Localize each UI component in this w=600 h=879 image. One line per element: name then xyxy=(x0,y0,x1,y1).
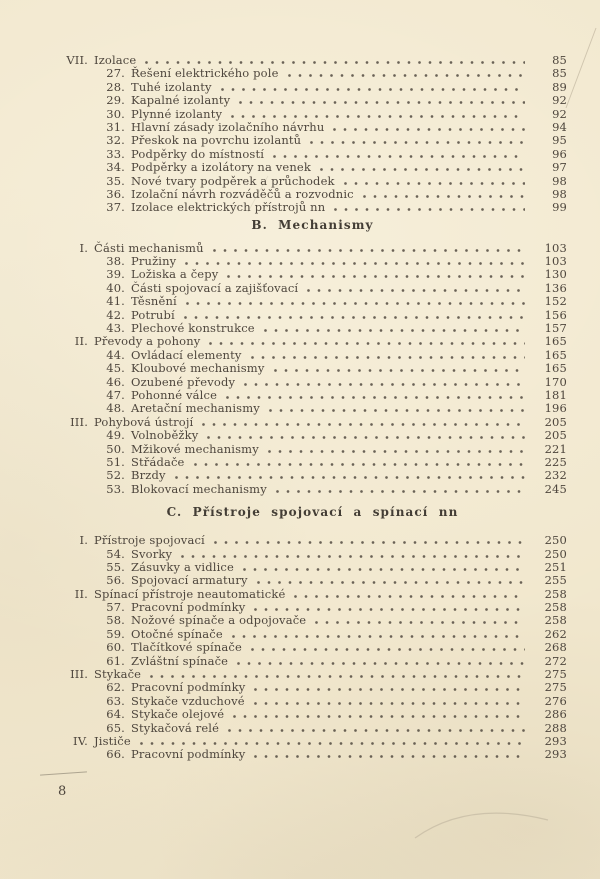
toc-entry-title: Přístroje spojovací xyxy=(94,533,205,548)
dot-leader xyxy=(334,208,525,211)
toc-entry-page: 258 xyxy=(544,600,567,615)
dot-leader xyxy=(307,289,525,292)
dot-leader xyxy=(194,463,525,466)
dot-leader xyxy=(269,409,525,412)
toc-entry-title: Podpěrky do místností xyxy=(131,146,265,161)
toc-entry-page: 85 xyxy=(552,66,567,81)
toc-entry xyxy=(58,160,567,173)
toc-entry-page: 170 xyxy=(544,374,567,389)
toc-entry xyxy=(58,133,567,146)
toc-entry-page: 157 xyxy=(544,321,567,336)
toc-entry-number: 62. xyxy=(106,680,125,695)
toc-entry xyxy=(58,281,567,294)
toc-entry-page: 181 xyxy=(544,387,567,402)
toc-entry-page: 103 xyxy=(544,254,567,269)
toc-entry-number: 31. xyxy=(106,119,125,134)
toc-entry-number: 36. xyxy=(106,186,125,201)
dot-leader xyxy=(264,329,525,332)
toc-entry-title: Jističe xyxy=(94,733,131,748)
toc-entry xyxy=(58,468,567,481)
toc-entry-title: Pracovní podmínky xyxy=(131,680,246,695)
toc-entry xyxy=(58,66,567,79)
dot-leader xyxy=(232,635,525,638)
toc-entry-number: 52. xyxy=(106,468,125,483)
toc-entry-page: 92 xyxy=(552,106,567,121)
toc-entry-title: Střádače xyxy=(131,454,185,469)
toc-entry xyxy=(58,334,567,347)
toc-entry-title: Pohybová ústrojí xyxy=(94,414,194,429)
toc-entry-title: Řešení elektrického pole xyxy=(131,66,279,81)
dot-leader xyxy=(150,675,525,678)
toc-entry-title: Pracovní podmínky xyxy=(131,600,246,615)
toc-entry-page: 286 xyxy=(544,707,567,722)
toc-entry-title: Stykače olejové xyxy=(131,707,225,722)
dot-leader xyxy=(145,61,525,64)
dot-leader xyxy=(254,608,525,611)
toc-entry-page: 251 xyxy=(544,559,567,574)
dot-leader xyxy=(207,436,525,439)
toc-entry-title: Kapalné izolanty xyxy=(131,93,231,108)
toc-entry-page: 250 xyxy=(544,546,567,561)
toc-entry xyxy=(58,533,567,546)
toc-entry-number: 32. xyxy=(106,133,125,148)
toc-entry-page: 85 xyxy=(552,53,567,67)
toc-entry-page: 95 xyxy=(552,133,567,148)
toc-entry-title: Blokovací mechanismy xyxy=(131,481,267,496)
dot-leader xyxy=(239,101,525,104)
toc-entry-title: Spojovací armatury xyxy=(131,573,248,588)
toc-entry xyxy=(58,547,567,560)
toc-entry-number: 50. xyxy=(106,441,125,456)
toc-entry-number: 44. xyxy=(106,347,125,362)
toc-entry-title: Části mechanismů xyxy=(94,240,204,255)
dot-leader xyxy=(254,755,525,758)
toc-entry-page: 221 xyxy=(544,441,567,456)
toc-entry-title: Ovládací elementy xyxy=(131,347,242,362)
toc-entry-page: 103 xyxy=(544,240,567,255)
toc-entry-page: 152 xyxy=(544,294,567,309)
toc-entry xyxy=(58,321,567,334)
toc-entry-number: 54. xyxy=(106,546,125,561)
toc-entry-page: 293 xyxy=(544,733,567,748)
toc-entry-title: Nové tvary podpěrek a průchodek xyxy=(131,173,335,188)
dot-leader xyxy=(244,383,525,386)
toc-entry-page: 272 xyxy=(544,653,567,668)
toc-entry-page: 165 xyxy=(544,347,567,362)
toc-entry-page: 156 xyxy=(544,307,567,322)
toc-entry xyxy=(58,694,567,707)
dot-leader xyxy=(333,128,525,131)
toc-entry-page: 255 xyxy=(544,573,567,588)
toc-entry-number: 56. xyxy=(106,573,125,588)
toc-entry-title: Podpěrky a izolátory na venek xyxy=(131,160,311,175)
toc-entry xyxy=(58,667,567,680)
dot-leader xyxy=(320,168,525,171)
toc-entry xyxy=(58,747,567,760)
toc-entry xyxy=(58,53,567,66)
toc-entry-number: 57. xyxy=(106,600,125,615)
toc-entry-title: Izolace elektrických přístrojů nn xyxy=(131,200,326,215)
dot-leader xyxy=(363,195,525,198)
toc-entry xyxy=(58,455,567,468)
toc-entry-title: Mžikové mechanismy xyxy=(131,441,259,456)
dot-leader xyxy=(140,742,525,745)
toc-entry-page: 258 xyxy=(544,586,567,601)
toc-entry-number: I. xyxy=(79,533,88,548)
toc-entry-number: 30. xyxy=(106,106,125,121)
toc-entry-number: II. xyxy=(74,586,88,601)
toc-entry-title: Zásuvky a vidlice xyxy=(131,559,234,574)
toc-entry-page: 92 xyxy=(552,93,567,108)
toc-entry-page: 262 xyxy=(544,626,567,641)
toc-entry xyxy=(58,707,567,720)
toc-entry-number: 35. xyxy=(106,173,125,188)
dot-leader xyxy=(274,369,526,372)
dot-leader xyxy=(226,396,525,399)
toc-entry-number: 42. xyxy=(106,307,125,322)
toc-entry-page: 94 xyxy=(552,119,567,134)
toc-entry-page: 225 xyxy=(544,454,567,469)
toc-entry-number: 33. xyxy=(106,146,125,161)
dot-leader xyxy=(227,275,525,278)
toc-entry-page: 258 xyxy=(544,613,567,628)
toc-entry-number: IV. xyxy=(73,733,88,748)
toc-entry-page: 275 xyxy=(544,680,567,695)
toc-entry-title: Pohonné válce xyxy=(131,387,218,402)
toc-entry xyxy=(58,442,567,455)
toc-entry-title: Tlačítkové spínače xyxy=(131,640,242,655)
toc-entry xyxy=(58,388,567,401)
dot-leader xyxy=(344,182,525,185)
toc-entry-page: 136 xyxy=(544,280,567,295)
toc-entry-number: 29. xyxy=(106,93,125,108)
toc-entry-title: Plynné izolanty xyxy=(131,106,223,121)
section-heading: C. Přístroje spojovací a spínací nn xyxy=(166,505,459,520)
toc-entry-title: Plechové konstrukce xyxy=(131,321,255,336)
toc-entry xyxy=(58,93,567,106)
toc-entry-title: Volnoběžky xyxy=(131,428,199,443)
toc-entry xyxy=(58,680,567,693)
toc-entry-number: 27. xyxy=(106,66,125,81)
toc-entry-number: 41. xyxy=(106,294,125,309)
toc-entry-title: Otočné spínače xyxy=(131,626,223,641)
toc-entry-number: 48. xyxy=(106,401,125,416)
dot-leader xyxy=(214,541,525,544)
toc-entry-title: Stykačová relé xyxy=(131,720,220,735)
toc-entry-title: Zvláštní spínače xyxy=(131,653,229,668)
toc-entry-title: Části spojovací a zajišťovací xyxy=(131,280,299,295)
dot-leader xyxy=(233,715,525,718)
dot-leader xyxy=(243,568,525,571)
toc-entry-number: 61. xyxy=(106,653,125,668)
toc-entry-number: 60. xyxy=(106,640,125,655)
dot-leader xyxy=(273,155,525,158)
toc-entry-title: Stykače xyxy=(94,667,142,682)
toc-entry-title: Tuhé izolanty xyxy=(131,79,212,94)
dot-leader xyxy=(175,476,525,479)
dot-leader xyxy=(251,356,525,359)
dot-leader xyxy=(186,302,525,305)
toc-entry xyxy=(58,107,567,120)
toc-entry xyxy=(58,721,567,734)
toc-entry-page: 288 xyxy=(544,720,567,735)
toc-entry xyxy=(58,573,567,586)
dot-leader xyxy=(231,115,525,118)
toc-entry-title: Brzdy xyxy=(131,468,166,483)
dot-leader xyxy=(268,450,525,453)
toc-entry xyxy=(58,147,567,160)
pencil-curve-mark xyxy=(415,813,548,838)
toc-entry xyxy=(58,401,567,414)
dot-leader xyxy=(254,688,525,691)
section-heading: B. Mechanismy xyxy=(251,217,374,232)
toc-entry-title: Izolační návrh rozváděčů a rozvodnic xyxy=(131,186,354,201)
toc-entry-page: 250 xyxy=(544,533,567,548)
toc-entry-number: 37. xyxy=(106,200,125,215)
toc-entry-number: 58. xyxy=(106,613,125,628)
toc-entry-page: 245 xyxy=(544,481,567,496)
toc-entry-page: 98 xyxy=(552,173,567,188)
dot-leader xyxy=(257,581,525,584)
toc-entry-page: 293 xyxy=(544,747,567,762)
toc-entry-title: Pracovní podmínky xyxy=(131,747,246,762)
toc-entry xyxy=(58,120,567,133)
toc-entry-title: Spínací přístroje neautomatické xyxy=(94,586,286,601)
toc-entry-number: 46. xyxy=(106,374,125,389)
toc-entry-number: 40. xyxy=(106,280,125,295)
toc-entry xyxy=(58,348,567,361)
toc-entry-number: III. xyxy=(70,667,88,682)
toc-entry-number: 63. xyxy=(106,693,125,708)
toc-entry-number: 66. xyxy=(106,747,125,762)
toc-entry-number: 59. xyxy=(106,626,125,641)
toc-entry-number: 28. xyxy=(106,79,125,94)
toc-entry xyxy=(58,308,567,321)
toc-entry-title: Pružiny xyxy=(131,254,177,269)
toc-entry-number: 45. xyxy=(106,361,125,376)
dot-leader xyxy=(228,729,525,732)
toc-entry xyxy=(58,294,567,307)
toc-entry-page: 205 xyxy=(544,414,567,429)
toc-entry-number: VII. xyxy=(66,53,88,67)
toc-entry xyxy=(58,254,567,267)
page-number: 8 xyxy=(58,784,67,799)
toc-entry-page: 99 xyxy=(552,200,567,215)
toc-entry-title: Ložiska a čepy xyxy=(131,267,219,282)
toc-entry-number: II. xyxy=(74,334,88,349)
toc-entry-title: Kloubové mechanismy xyxy=(131,361,265,376)
toc-entry xyxy=(58,482,567,495)
toc-entry-number: 64. xyxy=(106,707,125,722)
toc-entry-title: Aretační mechanismy xyxy=(131,401,260,416)
toc-entry-number: 47. xyxy=(106,387,125,402)
toc-entry-page: 196 xyxy=(544,401,567,416)
toc-entry-page: 96 xyxy=(552,146,567,161)
toc-entry-title: Potrubí xyxy=(131,307,175,322)
table-of-contents xyxy=(58,53,567,761)
toc-entry-page: 165 xyxy=(544,361,567,376)
toc-entry xyxy=(58,600,567,613)
toc-entry-page: 268 xyxy=(544,640,567,655)
toc-entry xyxy=(58,375,567,388)
toc-entry-title: Izolace xyxy=(94,53,137,67)
toc-entry-title: Hlavní zásady izolačního návrhu xyxy=(131,119,325,134)
toc-entry-page: 165 xyxy=(544,334,567,349)
toc-entry-title: Přeskok na povrchu izolantů xyxy=(131,133,302,148)
dot-leader xyxy=(185,262,525,265)
dot-leader xyxy=(276,490,525,493)
toc-entry-number: 38. xyxy=(106,254,125,269)
toc-entry xyxy=(58,267,567,280)
scratch-line xyxy=(566,28,596,108)
margin-dash-mark xyxy=(40,771,87,775)
toc-entry-page: 232 xyxy=(544,468,567,483)
toc-entry-number: 49. xyxy=(106,428,125,443)
toc-entry xyxy=(58,415,567,428)
dot-leader xyxy=(251,648,525,651)
toc-entry xyxy=(58,428,567,441)
dot-leader xyxy=(184,316,525,319)
toc-entry xyxy=(58,80,567,93)
dot-leader xyxy=(310,141,525,144)
toc-entry xyxy=(58,361,567,374)
dot-leader xyxy=(254,702,525,705)
toc-entry xyxy=(58,587,567,600)
toc-entry-title: Převody a pohony xyxy=(94,334,201,349)
toc-entry xyxy=(58,560,567,573)
dot-leader xyxy=(181,555,525,558)
dot-leader xyxy=(221,88,525,91)
dot-leader xyxy=(213,249,525,252)
toc-entry-number: III. xyxy=(70,414,88,429)
toc-entry-page: 276 xyxy=(544,693,567,708)
toc-entry-page: 89 xyxy=(552,79,567,94)
toc-entry-page: 275 xyxy=(544,667,567,682)
dot-leader xyxy=(202,423,525,426)
toc-entry-page: 130 xyxy=(544,267,567,282)
toc-entry xyxy=(58,640,567,653)
toc-entry xyxy=(58,627,567,640)
dot-leader xyxy=(288,74,525,77)
toc-entry-number: 55. xyxy=(106,559,125,574)
toc-entry-title: Těsnění xyxy=(131,294,177,309)
toc-entry xyxy=(58,174,567,187)
toc-entry xyxy=(58,187,567,200)
toc-entry-number: I. xyxy=(79,240,88,255)
dot-leader xyxy=(209,342,525,345)
toc-entry-number: 53. xyxy=(106,481,125,496)
toc-entry-title: Nožové spínače a odpojovače xyxy=(131,613,307,628)
dot-leader xyxy=(294,595,525,598)
toc-entry-page: 97 xyxy=(552,160,567,175)
dot-leader xyxy=(315,621,525,624)
toc-entry-page: 205 xyxy=(544,428,567,443)
toc-entry xyxy=(58,200,567,213)
toc-entry-number: 51. xyxy=(106,454,125,469)
toc-entry-title: Stykače vzduchové xyxy=(131,693,245,708)
toc-entry xyxy=(58,613,567,626)
toc-entry-number: 39. xyxy=(106,267,125,282)
dot-leader xyxy=(237,662,525,665)
toc-entry-title: Svorky xyxy=(131,546,173,561)
toc-entry-number: 65. xyxy=(106,720,125,735)
toc-entry xyxy=(58,241,567,254)
toc-entry xyxy=(58,734,567,747)
toc-entry-number: 34. xyxy=(106,160,125,175)
toc-entry-title: Ozubené převody xyxy=(131,374,236,389)
toc-entry xyxy=(58,654,567,667)
toc-entry-number: 43. xyxy=(106,321,125,336)
toc-entry-page: 98 xyxy=(552,186,567,201)
